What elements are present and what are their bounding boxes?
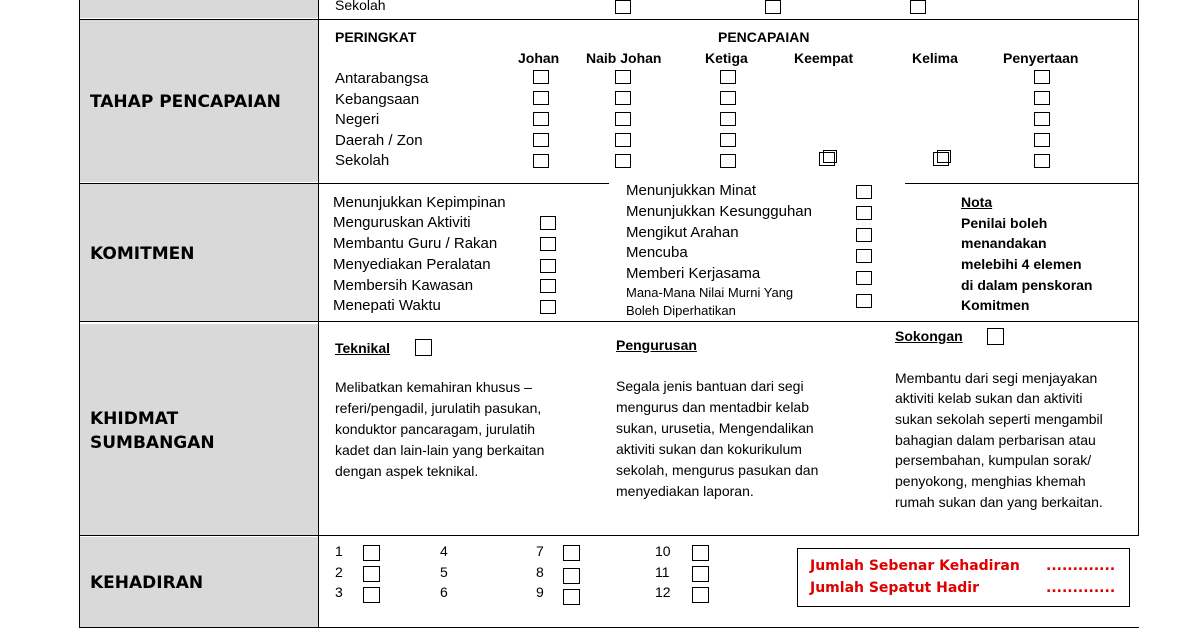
col-header-johan: Johan <box>518 50 560 66</box>
ketiga-checkbox[interactable] <box>720 154 736 168</box>
attendance-checkbox[interactable] <box>363 545 380 561</box>
naib-johan-checkbox[interactable] <box>615 133 631 147</box>
top-checkbox[interactable] <box>765 0 781 14</box>
komitmen-label: KOMITMEN <box>90 244 195 264</box>
sokongan-text: penyokong, menghias khemah <box>895 473 1086 489</box>
sokongan-text: sukan sekolah seperti mengambil <box>895 411 1103 427</box>
sokongan-text: persembahan, kumpulan sorak/ <box>895 452 1092 468</box>
pengurusan-text: sekolah, mengurus pasukan dan <box>616 462 819 478</box>
khidmat-label-line2: SUMBANGAN <box>90 433 215 453</box>
level-label: Negeri <box>335 111 380 128</box>
attendance-checkbox[interactable] <box>692 545 709 561</box>
nota-line: menandakan <box>961 235 1047 251</box>
attendance-number: 12 <box>655 584 671 600</box>
attendance-number: 7 <box>536 543 544 559</box>
peringkat-header: PERINGKAT <box>335 29 417 45</box>
attendance-number: 2 <box>335 564 343 580</box>
attendance-checkbox[interactable] <box>563 568 580 584</box>
jumlah-sebenar-dots[interactable]: ............. <box>1046 558 1116 574</box>
nota-line: melebihi 4 elemen <box>961 256 1082 272</box>
naib-johan-checkbox[interactable] <box>615 70 631 84</box>
attendance-checkbox[interactable] <box>363 587 380 603</box>
jumlah-sepatut-label: Jumlah Sepatut Hadir <box>810 580 980 596</box>
komitmen-checkbox[interactable] <box>856 185 872 199</box>
keempat-checkbox[interactable] <box>819 152 835 166</box>
komitmen-item: Mengikut Arahan <box>626 224 739 241</box>
level-label: Sekolah <box>335 152 390 169</box>
komitmen-checkbox[interactable] <box>540 259 556 273</box>
komitmen-checkbox[interactable] <box>856 206 872 220</box>
teknikal-title: Teknikal <box>335 340 390 356</box>
komitmen-checkbox[interactable] <box>856 249 872 263</box>
attendance-number: 1 <box>335 543 343 559</box>
attendance-checkbox[interactable] <box>563 589 580 605</box>
pengurusan-text: Segala jenis bantuan dari segi <box>616 378 804 394</box>
sokongan-text: bahagian dalam perbarisan atau <box>895 432 1096 448</box>
nota-line: di dalam penskoran <box>961 277 1093 293</box>
penyertaan-checkbox[interactable] <box>1034 70 1050 84</box>
komitmen-checkbox[interactable] <box>540 237 556 251</box>
row-line-1 <box>79 19 1139 20</box>
naib-johan-checkbox[interactable] <box>615 154 631 168</box>
sokongan-text: rumah sukan dan yang berkaitan. <box>895 494 1103 510</box>
kehadiran-label: KEHADIRAN <box>90 573 204 593</box>
komitmen-item: Mencuba <box>626 244 688 261</box>
jumlah-sebenar-label: Jumlah Sebenar Kehadiran <box>810 558 1020 574</box>
ketiga-checkbox[interactable] <box>720 112 736 126</box>
komitmen-item: Menunjukkan Minat <box>626 182 757 199</box>
komitmen-item: Menguruskan Aktiviti <box>333 214 471 231</box>
komitmen-item: Memberi Kerjasama <box>626 265 761 282</box>
row-line-3 <box>79 321 1139 322</box>
teknikal-text: dengan aspek teknikal. <box>335 463 479 479</box>
top-checkbox[interactable] <box>615 0 631 14</box>
komitmen-item: Menyediakan Peralatan <box>333 256 491 273</box>
pencapaian-header: PENCAPAIAN <box>718 29 810 45</box>
col-header-naib-johan: Naib Johan <box>586 50 662 66</box>
teknikal-checkbox[interactable] <box>415 339 432 356</box>
naib-johan-checkbox[interactable] <box>615 112 631 126</box>
table-divider <box>318 0 319 628</box>
teknikal-text: Melibatkan kemahiran khusus – <box>335 379 532 395</box>
komitmen-item: Membersih Kawasan <box>333 277 474 294</box>
attendance-number: 9 <box>536 584 544 600</box>
tahap-label: TAHAP PENCAPAIAN <box>90 92 281 112</box>
col-header-keempat: Keempat <box>794 50 854 66</box>
pengurusan-text: mengurus dan mentadbir kelab <box>616 399 810 415</box>
komitmen-checkbox[interactable] <box>856 294 872 308</box>
col-header-ketiga: Ketiga <box>705 50 748 66</box>
jumlah-sepatut-dots[interactable]: ............. <box>1046 580 1116 596</box>
johan-checkbox[interactable] <box>533 91 549 105</box>
top-checkbox[interactable] <box>910 0 926 14</box>
attendance-checkbox[interactable] <box>692 587 709 603</box>
naib-johan-checkbox[interactable] <box>615 91 631 105</box>
jumlah-box <box>797 548 1130 607</box>
teknikal-text: kadet dan lain-lain yang berkaitan <box>335 442 545 458</box>
row-line-2 <box>79 183 609 184</box>
row-line-2b <box>905 183 1139 184</box>
komitmen-checkbox[interactable] <box>540 300 556 314</box>
penyertaan-checkbox[interactable] <box>1034 112 1050 126</box>
penyertaan-checkbox[interactable] <box>1034 133 1050 147</box>
top-sekolah-label: Sekolah <box>335 0 386 13</box>
level-label: Antarabangsa <box>335 70 429 87</box>
attendance-checkbox[interactable] <box>363 566 380 582</box>
teknikal-text: referi/pengadil, jurulatih pasukan, <box>335 400 542 416</box>
level-label: Kebangsaan <box>335 91 420 108</box>
ketiga-checkbox[interactable] <box>720 133 736 147</box>
label-cell-top <box>80 0 318 18</box>
attendance-number: 11 <box>655 564 670 580</box>
johan-checkbox[interactable] <box>533 70 549 84</box>
kelima-checkbox[interactable] <box>933 152 949 166</box>
attendance-checkbox[interactable] <box>563 545 580 561</box>
pengurusan-title: Pengurusan <box>616 337 697 353</box>
komitmen-item: Menunjukkan Kepimpinan <box>333 194 506 211</box>
attendance-number: 6 <box>440 584 448 600</box>
sokongan-title: Sokongan <box>895 328 963 344</box>
komitmen-checkbox[interactable] <box>540 279 556 293</box>
penyertaan-checkbox[interactable] <box>1034 154 1050 168</box>
pengurusan-text: menyediakan laporan. <box>616 483 754 499</box>
sokongan-text: Membantu dari segi menjayakan <box>895 370 1098 386</box>
nota-title: Nota <box>961 194 993 210</box>
nota-line: Komitmen <box>961 297 1030 313</box>
teknikal-text: konduktor pancaragam, jurulatih <box>335 421 536 437</box>
attendance-number: 8 <box>536 564 544 580</box>
table-left-border <box>79 0 80 628</box>
col-header-penyertaan: Penyertaan <box>1003 50 1079 66</box>
sokongan-text: aktiviti kelab sukan dan aktiviti <box>895 390 1083 406</box>
komitmen-item: Boleh Diperhatikan <box>626 303 736 318</box>
johan-checkbox[interactable] <box>533 154 549 168</box>
attendance-number: 10 <box>655 543 671 559</box>
komitmen-item: Membantu Guru / Rakan <box>333 235 498 252</box>
komitmen-checkbox[interactable] <box>540 216 556 230</box>
komitmen-item: Menunjukkan Kesungguhan <box>626 203 812 220</box>
row-line-4b <box>744 535 1139 536</box>
attendance-number: 3 <box>335 584 343 600</box>
sokongan-checkbox[interactable] <box>987 328 1004 345</box>
level-label: Daerah / Zon <box>335 132 423 149</box>
attendance-number: 4 <box>440 543 448 559</box>
attendance-checkbox[interactable] <box>692 566 709 582</box>
komitmen-checkbox[interactable] <box>856 228 872 242</box>
penyertaan-checkbox[interactable] <box>1034 91 1050 105</box>
pengurusan-text: sukan, urusetia, Mengendalikan <box>616 420 814 436</box>
komitmen-checkbox[interactable] <box>856 271 872 285</box>
col-header-kelima: Kelima <box>912 50 958 66</box>
johan-checkbox[interactable] <box>533 133 549 147</box>
johan-checkbox[interactable] <box>533 112 549 126</box>
row-line-bottom <box>79 627 1139 628</box>
table-right-border <box>1138 0 1139 536</box>
komitmen-item: Mana-Mana Nilai Murni Yang <box>626 285 794 300</box>
ketiga-checkbox[interactable] <box>720 91 736 105</box>
nota-line: Penilai boleh <box>961 215 1048 231</box>
attendance-number: 5 <box>440 564 448 580</box>
pengurusan-text: aktiviti sukan dan kokurikulum <box>616 441 802 457</box>
ketiga-checkbox[interactable] <box>720 70 736 84</box>
komitmen-item: Menepati Waktu <box>333 297 441 314</box>
row-line-4 <box>79 535 744 536</box>
khidmat-label-line1: KHIDMAT <box>90 409 179 429</box>
